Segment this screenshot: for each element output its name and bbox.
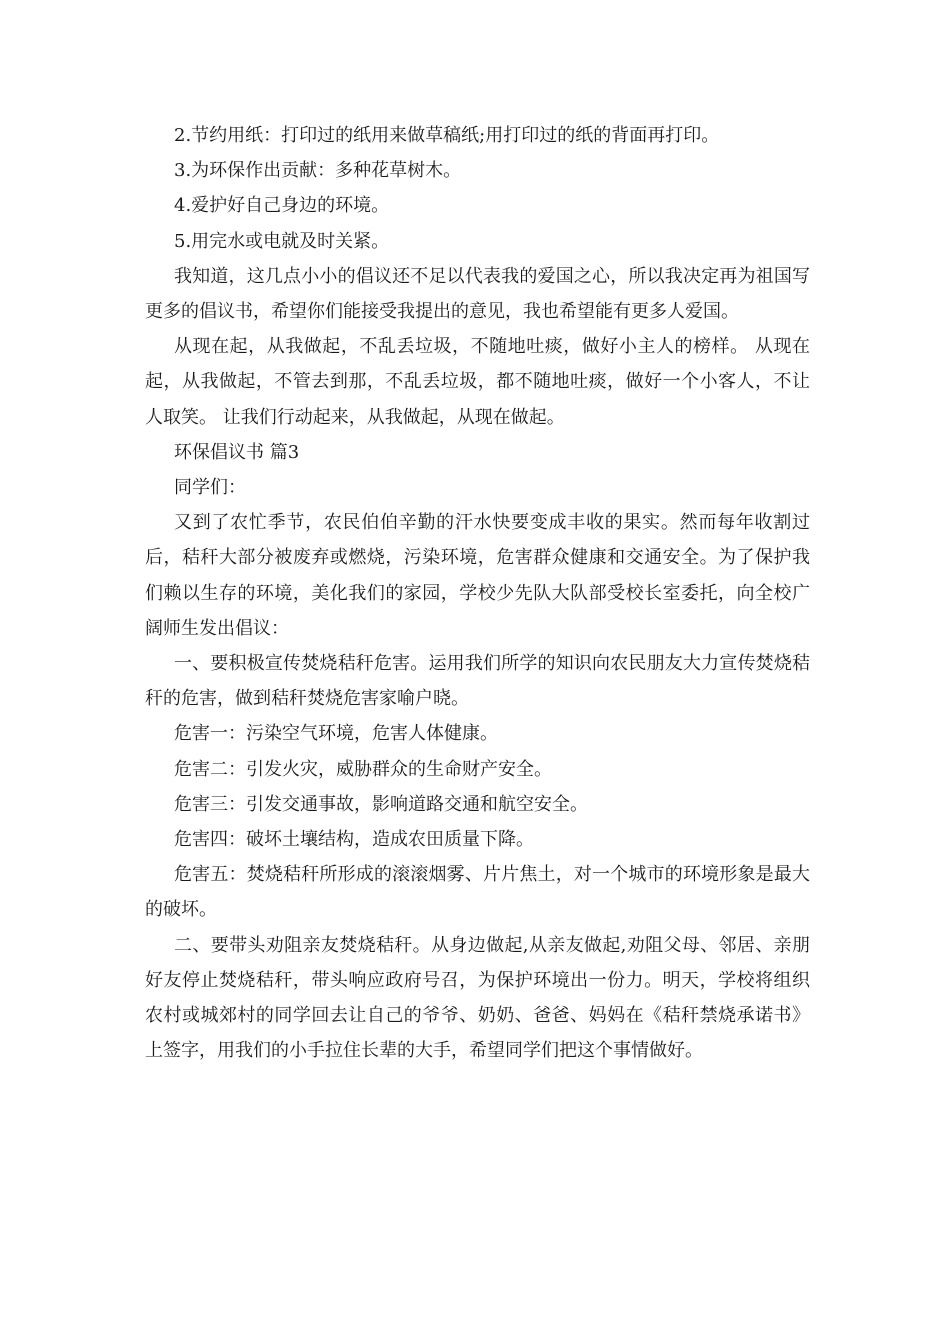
paragraph-point-one: 一、要积极宣传焚烧秸秆危害。运用我们所学的知识向农民朋友大力宣传焚烧秸秆的危害，做到秸秆焚烧危害家喻户晓。 [145,653,810,710]
paragraph-intro: 又到了农忙季节，农民伯伯辛勤的汗水快要变成丰收的果实。然而每年收割过后，秸秆大部分被废弃或燃烧，污染环境，危害群众健康和交通安全。为了保护我们赖以生存的环境，美化我们的家园，学校少先队大队部受校长室委托，向全校广阔师生发出倡议： [145,512,810,639]
section-heading: 环保倡议书 篇3 [174,441,300,463]
paragraph-protect-environment: 4.爱护好自己身边的环境。 [174,195,390,217]
paragraph-start-from-me: 从现在起，从我做起，不乱丢垃圾，不随地吐痰，做好小主人的榜样。 从现在起，从我做起，不管去到那，不乱丢垃圾，都不随地吐痰，做好一个小客人，不让人取笑。 让我们行动起来，从我做起，从现在做起。 [145,336,810,428]
paragraph-hazard-four: 危害四：破坏土壤结构，造成农田质量下降。 [174,829,534,851]
document-page [145,118,810,1068]
paragraph-turn-off-water-power: 5.用完水或电就及时关紧。 [174,230,390,252]
paragraph-hazard-five: 危害五：焚烧秸秆所形成的滚滚烟雾、片片焦土，对一个城市的环境形象是最大的破坏。 [145,864,810,921]
salutation: 同学们： [174,477,246,499]
paragraph-hazard-two: 危害二：引发火灾，威胁群众的生命财产安全。 [174,758,552,780]
paragraph-plant-trees: 3.为环保作出贡献：多种花草树木。 [174,160,462,182]
paragraph-hazard-one: 危害一：污染空气环境，危害人体健康。 [174,723,498,745]
paragraph-patriotism: 我知道，这几点小小的倡议还不足以代表我的爱国之心，所以我决定再为祖国写更多的倡议书，希望你们能接受我提出的意见，我也希望能有更多人爱国。 [145,265,810,323]
paragraph-save-paper: 2.节约用纸：打印过的纸用来做草稿纸;用打印过的纸的背面再打印。 [174,125,720,146]
paragraph-hazard-three: 危害三：引发交通事故，影响道路交通和航空安全。 [174,793,588,815]
paragraph-point-two: 二、要带头劝阻亲友焚烧秸秆。从身边做起,从亲友做起,劝阻父母、邻居、亲朋好友停止焚烧秸秆，带头响应政府号召，为保护环境出一份力。明天，学校将组织农村或城郊村的同学回去让自己的爷爷、奶奶、爸爸、妈妈在《秸秆禁烧承诺书》上签字，用我们的小手拉住长辈的大手，希望同学们把这个事情做好。 [145,934,810,1062]
